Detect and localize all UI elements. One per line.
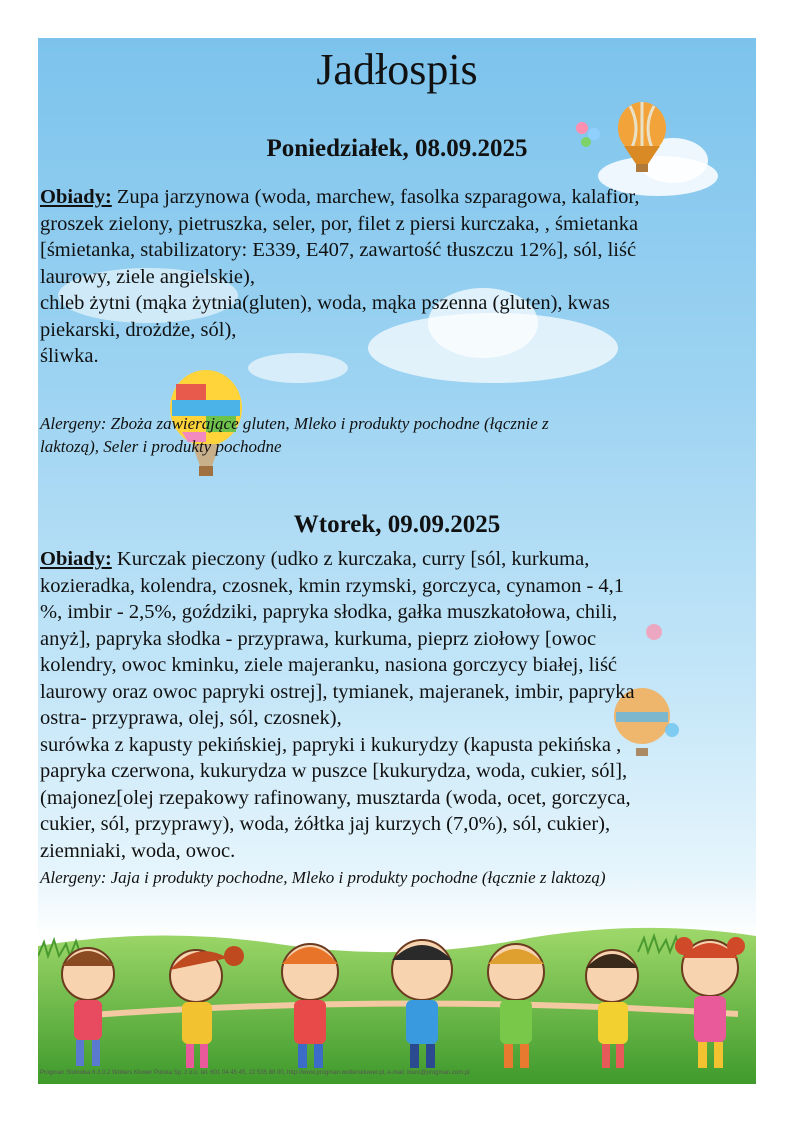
allergens-line: Alergeny: Jaja i produkty pochodne, Mleko i produkty pochodne (łącznie z laktozą) [40,868,606,887]
meal-line: śliwka. [40,345,99,367]
allergens-line: laktozą), Seler i produkty pochodne [40,437,282,456]
meal-line: kolendry, owoc kminku, ziele majeranku, nasiona gorczycy białej, liść [40,654,618,676]
meal-line: ziemniaki, woda, owoc. [40,839,236,862]
meal-line: surówka z kapusty pekińskiej, papryki i kukurydzy (kapusta pekińska , [40,733,622,756]
meal-line: [śmietanka, stabilizatory: E339, E407, zawartość tłuszczu 12%], sól, liść [40,239,637,261]
meal-line: kozieradka, kolendra, czosnek, kmin rzymski, gorczyca, cynamon - 4,1 [40,574,625,597]
day-heading: Poniedziałek, 08.09.2025 [266,135,528,162]
meal-line: Kurczak pieczony (udko z kurczaka, curry [sól, kurkuma, [111,548,590,570]
allergens-note [40,866,756,889]
meal-line: piekarski, drożdże, sól), [40,318,237,341]
meal-line: ostra- przyprawa, olej, sól, czosnek), [40,707,342,729]
day-heading: Wtorek, 09.09.2025 [293,511,501,538]
page-title: Jadłospis [316,45,478,94]
meal-label: Obiady: [40,186,112,208]
meal-line: anyż], papryka słodka - przyprawa, kurkuma, pieprz ziołowy [owoc [40,627,597,650]
meal-line: laurowy oraz owoc papryki ostrej], tymianek, majeranek, imbir, papryka [40,680,635,703]
allergens-line: Alergeny: Zboża zawierające gluten, Mleko i produkty pochodne (łącznie z [40,414,549,433]
meal-line: (majonez[olej rzepakowy rafinowany, musztarda (woda, ocet, gorczyca, [40,786,631,809]
allergens-note [40,412,756,458]
meal-line: papryka czerwona, kukurydza w puszce [kukurydza, woda, cukier, sól], [40,760,628,782]
meal-description [40,546,756,864]
meal-description [40,184,756,370]
meal-line: Zupa jarzynowa (woda, marchew, fasolka szparagowa, kalafior, [111,186,640,208]
footer-credit: Progman Stołówka 6.3.0.2 Wolters Kluwer Polska Sp. z o.o. tel. 601 04 45 45, 22 535 88 00, http://www.progman.wolterskluwer.pl, e-mail: biuro@progman.com.pl [40,1070,470,1076]
meal-line: cukier, sól, przyprawy), woda, żółtka jaj kurzych (7,0%), sól, cukier), [40,813,611,835]
meal-label: Obiady: [40,548,112,570]
meal-line: %, imbir - 2,5%, goździki, papryka słodka, gałka muszkatołowa, chili, [40,601,618,623]
meal-line: groszek zielony, pietruszka, seler, por, filet z piersi kurczaka, , śmietanka [40,212,639,235]
children-holding-hands-illustration [38,896,756,1084]
meal-line: chleb żytni (mąka żytnia(gluten), woda, mąka pszenna (gluten), kwas [40,292,610,314]
meal-line: laurowy, ziele angielskie), [40,265,255,288]
menu-page [38,38,756,1084]
